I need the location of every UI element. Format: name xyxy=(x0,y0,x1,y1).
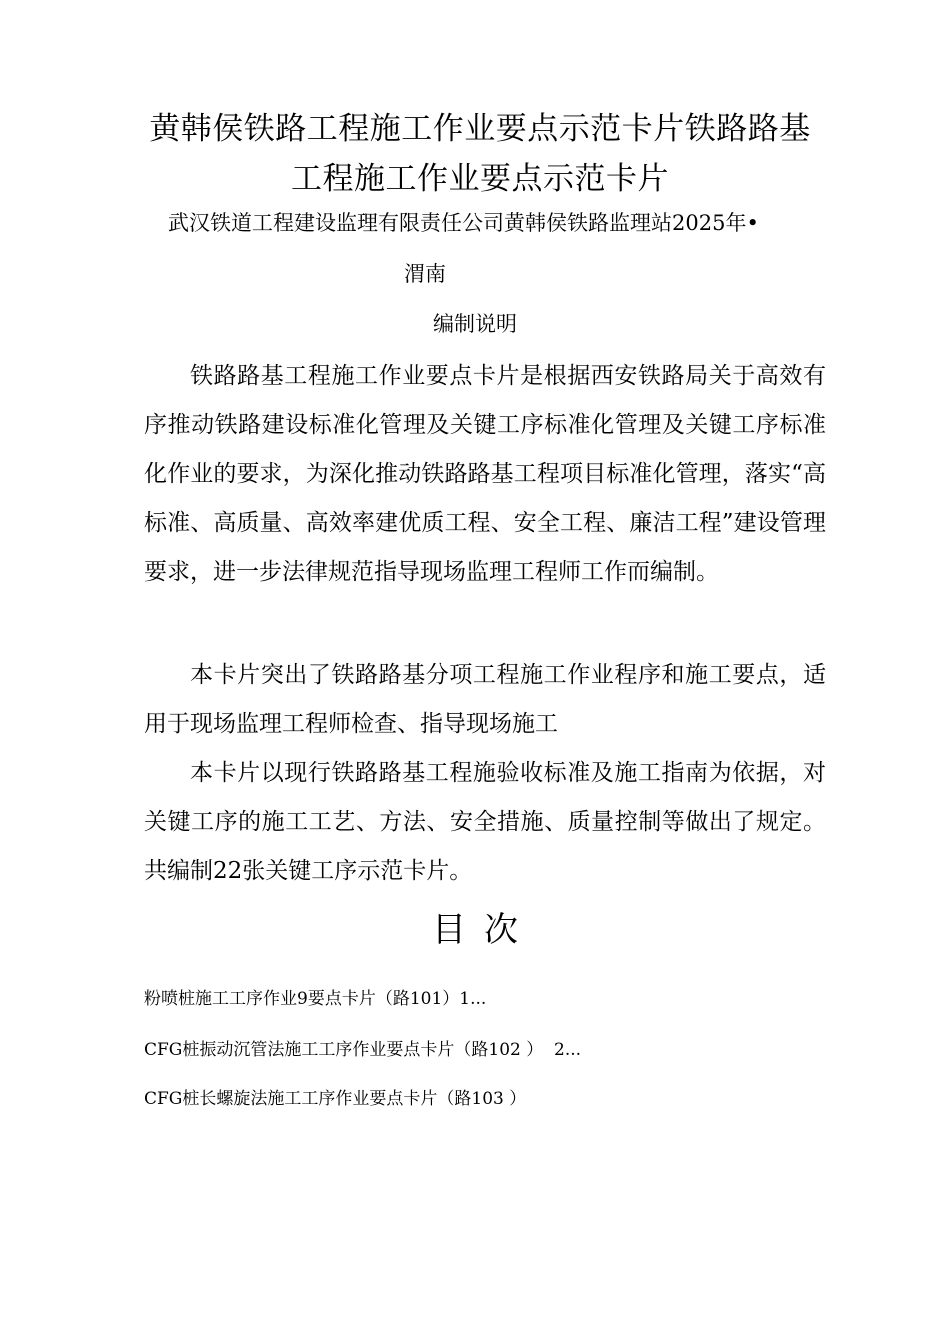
scope-paragraph: 本卡片突出了铁路路基分项工程施工作业程序和施工要点，适用于现场监理工程师检查、指导现场施工 xyxy=(144,662,826,737)
document-title: 黄韩侯铁路工程施工作业要点示范卡片铁路路基工程施工作业要点示范卡片 xyxy=(149,111,811,197)
section-heading: 编制说明 xyxy=(433,312,517,336)
toc-item[interactable]: CFG桩长螺旋法施工工序作业要点卡片（路103 ） xyxy=(144,1089,527,1109)
toc-item[interactable]: CFG桩振动沉管法施工工序作业要点卡片（路102 ） 2... xyxy=(144,1040,582,1060)
toc-item[interactable]: 粉喷桩施工工序作业9要点卡片（路101）1... xyxy=(144,989,487,1009)
organization-line: 武汉铁道工程建设监理有限责任公司黄韩侯铁路监理站2025年• xyxy=(168,211,759,235)
intro-paragraph: 铁路路基工程施工作业要点卡片是根据西安铁路局关于高效有序推动铁路建设标准化管理及关键工序标准化管理及关键工序标准化作业的要求，为深化推动铁路路基工程项目标准化管理，落实“高标准、高质量、高效率建优质工程、安全工程、廉洁工程”建设管理要求，进一步法律规范指导现场监理工程师工作而编制。 xyxy=(144,363,826,585)
toc-title: 目次 xyxy=(432,910,536,950)
basis-paragraph: 本卡片以现行铁路路基工程施验收标准及施工指南为依据，对关键工序的施工工艺、方法、安全措施、质量控制等做出了规定。共编制22张关键工序示范卡片。 xyxy=(144,760,826,884)
city-line: 渭南 xyxy=(404,262,446,286)
